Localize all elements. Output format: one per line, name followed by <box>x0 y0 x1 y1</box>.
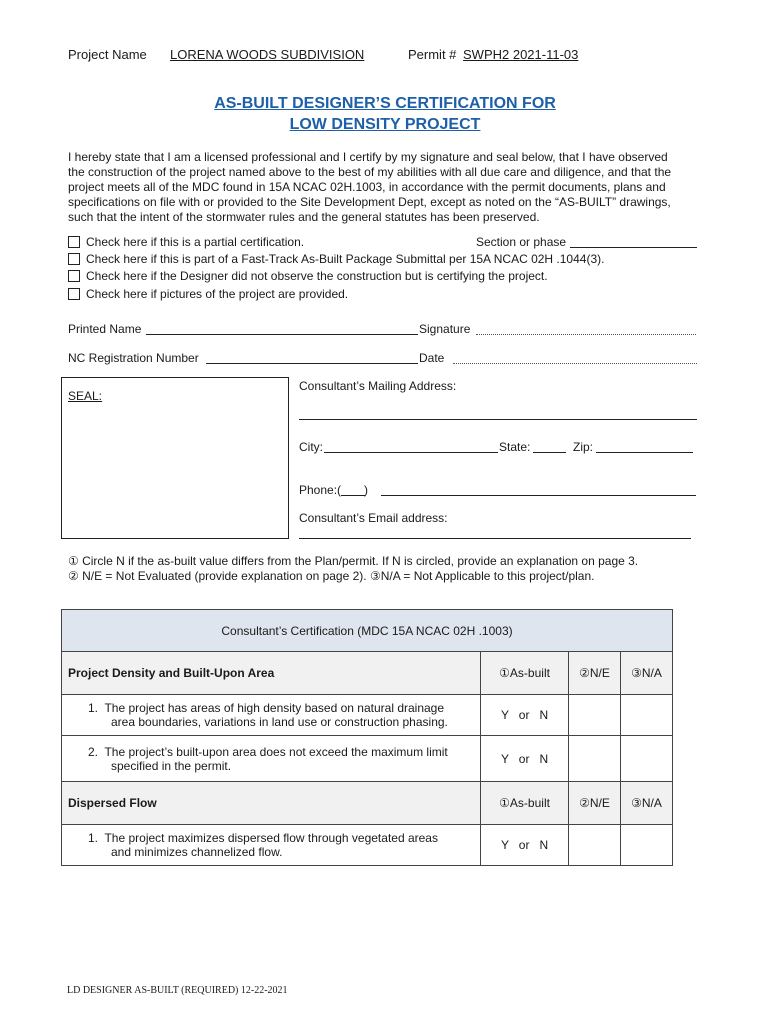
checkbox[interactable] <box>68 288 80 300</box>
table-row <box>62 736 673 782</box>
zip-field[interactable] <box>596 439 693 453</box>
col-ne-header: ②N/E <box>569 782 621 825</box>
checkbox[interactable] <box>68 253 80 265</box>
pictures-provided-option[interactable] <box>68 287 348 301</box>
section-phase-field[interactable] <box>570 235 697 248</box>
table-header: Consultant’s Certification (MDC 15A NCAC 02H .1003) <box>62 610 673 652</box>
phone-label: Phone:( <box>299 483 342 497</box>
item-text-line1: The project’s built-upon area does not exceed the maximum limit <box>104 744 448 759</box>
state-field[interactable] <box>533 439 566 453</box>
signature-field[interactable] <box>476 321 696 335</box>
item-text-line2: area boundaries, variations in land use or construction phasing. <box>111 715 448 729</box>
project-name-value: LORENA WOODS SUBDIVISION <box>170 47 365 62</box>
seal-label: SEAL: <box>68 389 103 403</box>
yes-no-choice[interactable]: Y or N <box>481 695 569 736</box>
checkbox-label: Check here if this is a partial certification. <box>86 235 305 249</box>
phone-paren-close: ) <box>364 483 368 497</box>
item-text <box>62 825 481 866</box>
note-ne-na: ② N/E = Not Evaluated (provide explanation on page 2). ③N/A = Not Applicable to this project/plan. <box>68 569 595 583</box>
ne-cell[interactable] <box>569 695 621 736</box>
yes-no-choice[interactable]: Y or N <box>481 736 569 782</box>
checkbox-label: Check here if this is part of a Fast-Track As-Built Package Submittal per 15A NCAC 02H .1044(3). <box>86 252 605 266</box>
checkbox-label: Check here if pictures of the project are provided. <box>86 287 349 301</box>
ne-cell[interactable] <box>569 825 621 866</box>
item-text-line2: specified in the permit. <box>111 758 232 773</box>
table-row <box>62 825 673 866</box>
checkbox[interactable] <box>68 270 80 282</box>
col-asbuilt-header: ①As-built <box>481 782 569 825</box>
city-label: City: <box>299 440 323 454</box>
section-row <box>62 782 673 825</box>
city-field[interactable] <box>324 439 498 453</box>
item-number: 1. <box>88 831 99 845</box>
phone-number-field[interactable] <box>381 482 696 496</box>
printed-name-field[interactable] <box>146 321 418 335</box>
section-phase-label: Section or phase <box>476 235 567 249</box>
item-text-line1: The project has areas of high density based on natural drainage <box>104 701 445 715</box>
document-title-line2: LOW DENSITY PROJECT <box>289 116 481 133</box>
project-name-label: Project Name <box>68 47 147 62</box>
na-cell[interactable] <box>621 736 673 782</box>
nc-registration-field[interactable] <box>206 350 418 364</box>
mailing-address-label: Consultant’s Mailing Address: <box>299 379 457 393</box>
state-label: State: <box>499 440 531 454</box>
certification-table <box>61 609 673 866</box>
na-cell[interactable] <box>621 695 673 736</box>
certification-statement <box>68 150 704 225</box>
email-field[interactable] <box>299 526 691 539</box>
statement-line: project meets all of the MDC found in 15A NCAC 02H.1003, in accordance with the permit documents, plans and <box>68 180 666 194</box>
fast-track-option[interactable] <box>68 252 604 266</box>
partial-certification-option[interactable] <box>68 235 304 249</box>
col-na-header: ③N/A <box>621 652 673 695</box>
item-text-line1: The project maximizes dispersed flow through vegetated areas <box>104 831 438 845</box>
ne-cell[interactable] <box>569 736 621 782</box>
checkbox-label: Check here if the Designer did not observe the construction but is certifying the project. <box>86 269 548 283</box>
email-label: Consultant’s Email address: <box>299 511 448 525</box>
item-number: 2. <box>88 744 99 759</box>
item-text-line2: and minimizes channelized flow. <box>111 845 283 859</box>
date-field[interactable] <box>453 350 697 364</box>
statement-line: I hereby state that I am a licensed professional and I certify by my signature and seal below, that I have observed <box>68 150 668 164</box>
nc-registration-label: NC Registration Number <box>68 351 199 365</box>
printed-name-label: Printed Name <box>68 322 142 336</box>
section-title: Project Density and Built-Upon Area <box>62 652 481 695</box>
item-text <box>62 695 481 736</box>
document-title-line1: AS-BUILT DESIGNER’S CERTIFICATION FOR <box>214 95 556 112</box>
note-circle-n: ① Circle N if the as-built value differs from the Plan/permit. If N is circled, provide an explanation on page 3. <box>68 554 639 568</box>
yes-no-choice[interactable]: Y or N <box>481 825 569 866</box>
item-number: 1. <box>88 701 99 715</box>
col-ne-header: ②N/E <box>569 652 621 695</box>
date-label: Date <box>419 351 445 365</box>
checkbox[interactable] <box>68 236 80 248</box>
phone-area-code-field[interactable] <box>341 482 365 496</box>
section-title: Dispersed Flow <box>62 782 481 825</box>
statement-line: such that the intent of the stormwater rules and the general statutes has been preserved. <box>68 210 540 224</box>
permit-label: Permit # <box>408 47 457 62</box>
not-observed-option[interactable] <box>68 269 548 283</box>
form-footer: LD DESIGNER AS-BUILT (REQUIRED) 12-22-2021 <box>67 985 288 996</box>
signature-label: Signature <box>419 322 471 336</box>
col-na-header: ③N/A <box>621 782 673 825</box>
section-row <box>62 652 673 695</box>
item-text <box>62 736 481 782</box>
na-cell[interactable] <box>621 825 673 866</box>
statement-line: the construction of the project named above to the best of my abilities with all due care and diligence, and that the <box>68 165 672 179</box>
statement-line: specifications on file with or provided to the Site Development Dept, except as noted on the “AS-BUILT” drawings, <box>68 195 671 209</box>
seal-box <box>61 377 289 539</box>
col-asbuilt-header: ①As-built <box>481 652 569 695</box>
permit-value: SWPH2 2021-11-03 <box>463 47 579 62</box>
zip-label: Zip: <box>573 440 594 454</box>
table-row <box>62 695 673 736</box>
mailing-address-field[interactable] <box>299 408 697 420</box>
